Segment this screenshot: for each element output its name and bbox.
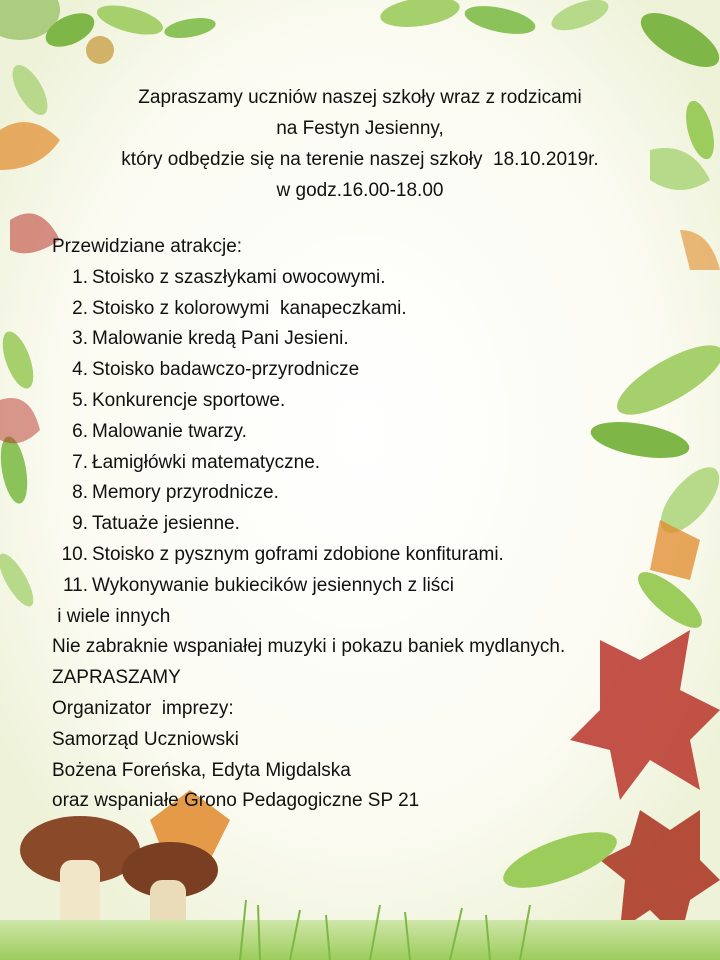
list-item: 1. Stoisko z szaszłykami owocowymi. [72,266,386,288]
list-item: 5. Konkurencje sportowe. [72,389,286,411]
teachers-names: Bożena Foreńska, Edyta Migdalska [52,759,351,781]
list-item: 2. Stoisko z kolorowymi kanapeczkami. [72,297,407,319]
list-item: 11. Wykonywanie bukiecików jesiennych z liści [62,574,455,596]
list-item: 6. Malowanie twarzy. [72,420,247,442]
organizer-label: Organizator imprezy: [52,697,234,719]
list-item: 7. Łamigłówki matematyczne. [72,451,321,473]
attractions-section [52,232,565,817]
music-note: Nie zabraknie wspaniałej muzyki i pokazu baniek mydlanych. [52,636,566,658]
invitation-line-1: Zapraszamy uczniów naszej szkoły wraz z rodzicami [138,87,582,108]
attractions-title: Przewidziane atrakcje: [52,236,243,257]
organizer-name: Samorząd Uczniowski [52,728,239,750]
staff-line: oraz wspaniałe Grono Pedagogiczne SP 21 [52,790,420,812]
list-item: 10. Stoisko z pysznym goframi zdobione konfiturami. [61,543,504,565]
invitation-line-2: na Festyn Jesienny, [276,118,444,139]
school-number: 21 [398,790,420,812]
invitation-heading [0,82,720,206]
list-item: 4. Stoisko badawczo-przyrodnicze [72,359,360,381]
list-item: 3. Malowanie kredą Pani Jesieni. [72,328,349,350]
list-item: 8. Memory przyrodnicze. [72,482,279,504]
invitation-line-3: który odbędzie się na terenie naszej szkoły 18.10.2019r. [121,149,599,170]
invite-caps: ZAPRASZAMY [52,667,181,689]
invitation-line-4: w godz.16.00-18.00 [276,180,444,201]
list-item: 9. Tatuaże jesienne. [72,513,240,535]
more-attractions: i wiele innych [52,605,171,627]
